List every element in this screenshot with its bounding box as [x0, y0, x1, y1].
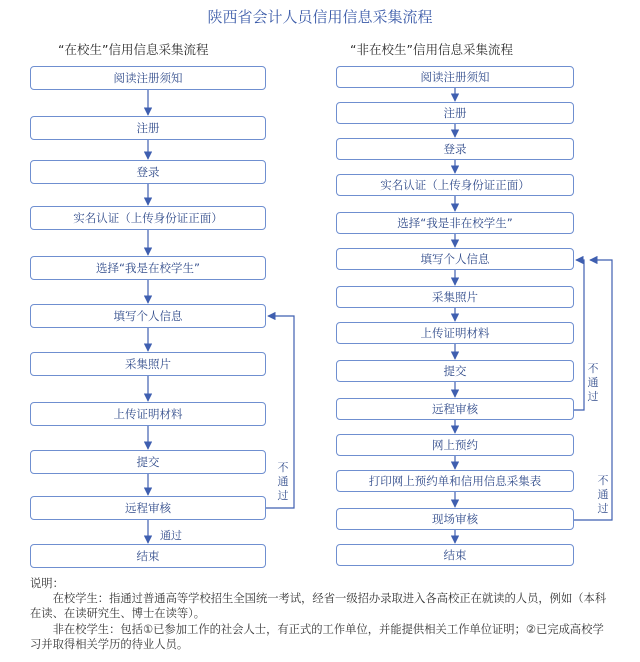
- right-fail-label-2: [596, 474, 610, 516]
- left-step-box: 填写个人信息: [30, 304, 266, 328]
- right-fail-label-1: [586, 362, 600, 404]
- left-step-box: 选择“我是在校学生”: [30, 256, 266, 280]
- right-step-box: 打印网上预约单和信用信息采集表: [336, 470, 574, 492]
- notes-line-non-students: 非在校学生：包括①已参加工作的社会人士，有正式的工作单位，并能提供相关工作单位证明；②已完成高校学习并取得相关学历的待业人员。: [30, 622, 604, 651]
- left-fail-char: 过: [277, 489, 289, 502]
- right-flow-title: “非在校生”信用信息采集流程: [350, 42, 513, 57]
- left-step-box: 采集照片: [30, 352, 266, 376]
- right-fail-char: 不: [597, 474, 609, 487]
- left-step-box: 实名认证（上传身份证正面）: [30, 206, 266, 230]
- right-fail-char: 不: [587, 362, 599, 375]
- right-step-box: 选择“我是非在校学生”: [336, 212, 574, 234]
- right-step-box: 注册: [336, 102, 574, 124]
- right-step-box: 结束: [336, 544, 574, 566]
- diagram-title: 陕西省会计人员信用信息采集流程: [207, 8, 433, 26]
- notes-section: [30, 576, 615, 652]
- left-step-box: 结束: [30, 544, 266, 568]
- right-step-box: 填写个人信息: [336, 248, 574, 270]
- right-step-box: 登录: [336, 138, 574, 160]
- left-step-box: 上传证明材料: [30, 402, 266, 426]
- left-step-box: 远程审核: [30, 496, 266, 520]
- right-step-box: 上传证明材料: [336, 322, 574, 344]
- right-step-box: 提交: [336, 360, 574, 382]
- right-fail-char: 通: [597, 488, 609, 501]
- left-fail-label: [276, 461, 290, 503]
- right-step-box: 远程审核: [336, 398, 574, 420]
- notes-heading: 说明：: [30, 577, 64, 590]
- right-step-box: 实名认证（上传身份证正面）: [336, 174, 574, 196]
- left-fail-char: 通: [277, 475, 289, 488]
- right-step-box: 网上预约: [336, 434, 574, 456]
- left-step-box: 注册: [30, 116, 266, 140]
- right-fail-char: 过: [597, 502, 609, 515]
- right-fail-loop-1: [574, 260, 584, 410]
- right-step-box: 采集照片: [336, 286, 574, 308]
- right-step-box: 现场审核: [336, 508, 574, 530]
- left-step-box: 提交: [30, 450, 266, 474]
- notes-line-students: 在校学生：指通过普通高等学校招生全国统一考试，经省一级招办录取进入各高校正在就读的人员，例如（本科在读、在读研究生、博士在读等）。: [30, 592, 607, 621]
- right-step-box: 阅读注册须知: [336, 66, 574, 88]
- right-fail-char: 通: [587, 376, 599, 389]
- right-fail-char: 过: [587, 390, 599, 403]
- left-flow-title: “在校生”信用信息采集流程: [58, 42, 209, 57]
- left-pass-label: 通过: [160, 529, 182, 542]
- left-step-box: 登录: [30, 160, 266, 184]
- left-fail-char: 不: [277, 461, 289, 474]
- left-step-box: 阅读注册须知: [30, 66, 266, 90]
